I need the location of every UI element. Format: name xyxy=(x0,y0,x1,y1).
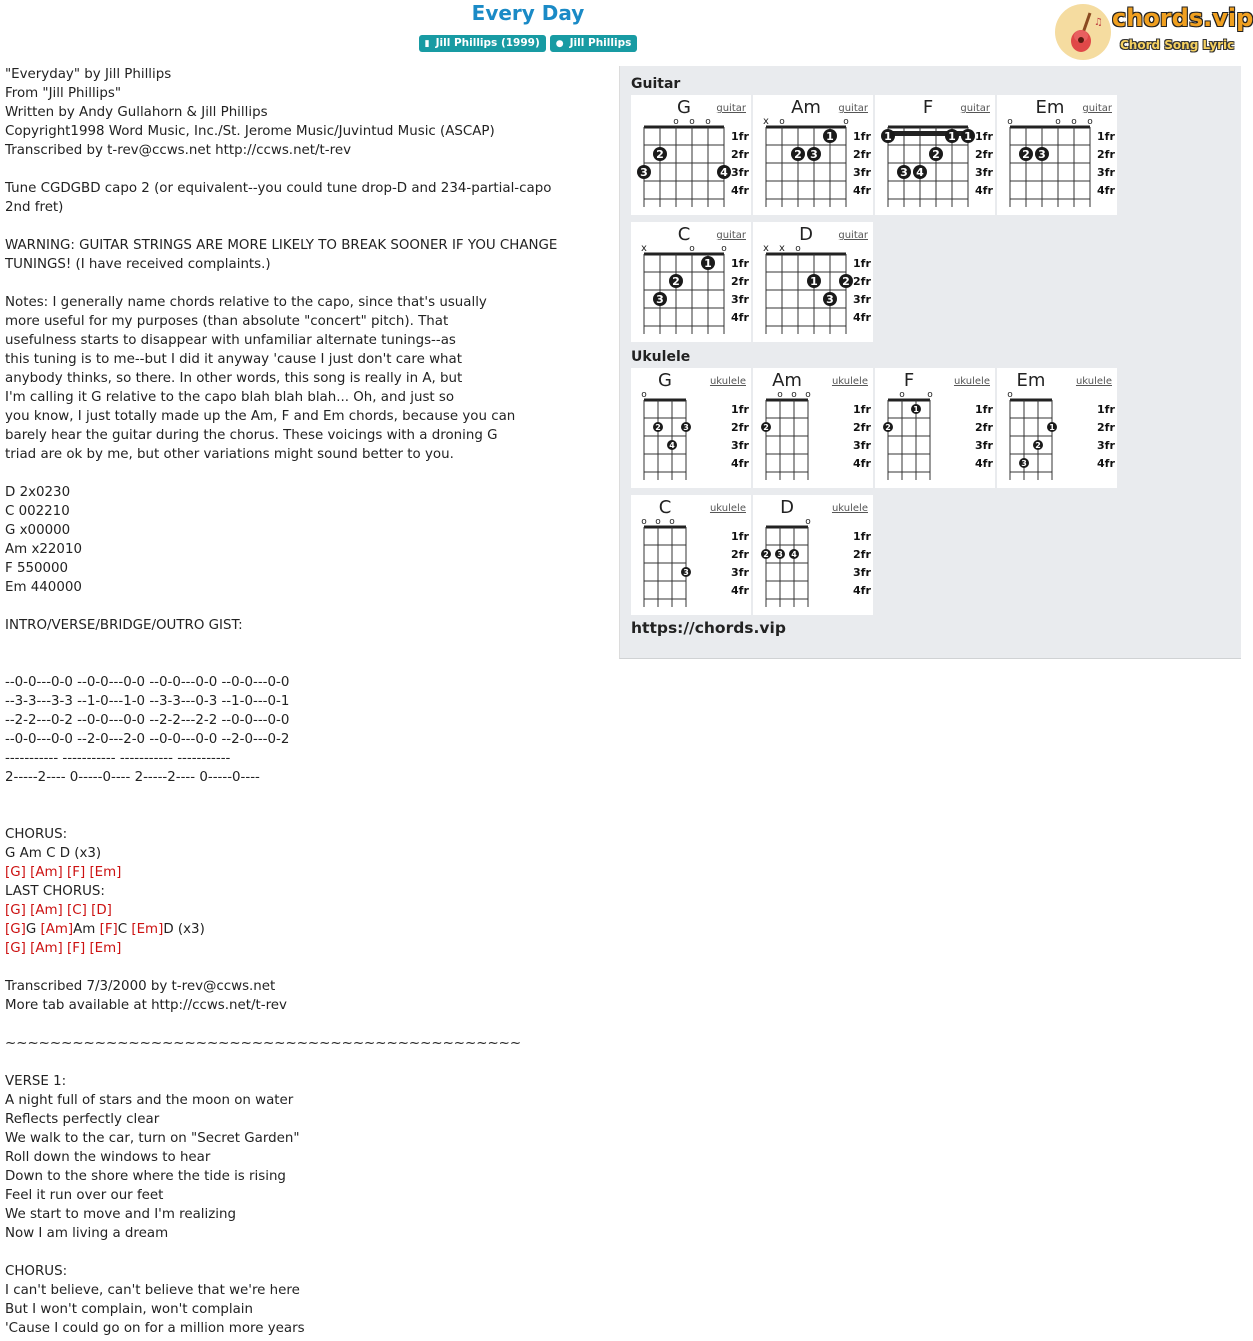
chord-link[interactable]: [Em] xyxy=(89,941,122,956)
fret-label: 2fr xyxy=(731,148,749,161)
lyric-line: Am x22010 xyxy=(5,542,82,557)
chord-diagram-guitar-c[interactable] xyxy=(631,222,751,342)
chord-link[interactable]: [F] xyxy=(67,865,86,880)
fret-label: 1fr xyxy=(853,403,871,416)
fret-label: 3fr xyxy=(975,439,993,452)
finger-number: 1 xyxy=(884,130,892,143)
user-icon: ● xyxy=(555,39,564,49)
lyric-line: barely hear the guitar during the chorus. These voicings with a droning G xyxy=(5,428,498,443)
lyric-line: More tab available at http://ccws.net/t-rev xyxy=(5,998,287,1013)
lyric-line: --0-0---0-0 --2-0---2-0 --0-0---0-0 --2-0---0-2 xyxy=(5,732,290,747)
chord-link[interactable]: [G] xyxy=(5,922,26,937)
logo-tagline: Chord Song Lyric xyxy=(1120,38,1235,52)
chord-link[interactable]: [Am] xyxy=(30,941,63,956)
chord-link[interactable]: [Am] xyxy=(30,903,63,918)
chord-link[interactable]: [G] xyxy=(5,903,26,918)
lyric-line xyxy=(5,865,121,880)
lyric-line: 2-----2---- 0-----0---- 2-----2---- 0-----0---- xyxy=(5,770,260,785)
finger-number: 2 xyxy=(842,275,850,288)
instrument-link[interactable]: guitar xyxy=(838,103,868,114)
lyric-line: this tuning is to me--but I did it anyway 'cause I just don't care what xyxy=(5,352,462,367)
fret-label: 3fr xyxy=(1097,439,1115,452)
open-string-mark: o xyxy=(791,390,797,400)
fret-label: 4fr xyxy=(853,184,871,197)
muted-string-mark: x xyxy=(763,116,769,127)
chord-diagram-svg xyxy=(753,222,873,342)
open-string-mark: o xyxy=(689,117,695,127)
open-string-mark: o xyxy=(1007,117,1013,127)
chord-name: C xyxy=(658,497,672,518)
lyric-line: G Am C D (x3) xyxy=(5,846,102,861)
fret-label: 1fr xyxy=(853,257,871,270)
lyric-text: C xyxy=(117,922,132,937)
fret-label: 4fr xyxy=(853,457,871,470)
open-string-mark: o xyxy=(805,517,811,527)
site-url[interactable]: https://chords.vip xyxy=(631,619,786,637)
instrument-link[interactable]: ukulele xyxy=(709,503,746,514)
chord-name: D xyxy=(780,497,794,518)
fret-label: 3fr xyxy=(853,566,871,579)
lyrics-body xyxy=(5,65,605,1338)
finger-number: 2 xyxy=(763,423,769,432)
fret-label: 4fr xyxy=(731,311,749,324)
lyric-line: Down to the shore where the tide is rising xyxy=(5,1169,286,1184)
fret-label: 1fr xyxy=(975,403,993,416)
chord-link[interactable]: [Em] xyxy=(89,865,122,880)
open-string-mark: o xyxy=(795,244,801,254)
fret-label: 4fr xyxy=(731,457,749,470)
fret-label: 1fr xyxy=(731,530,749,543)
chord-name: F xyxy=(922,97,934,118)
fret-label: 3fr xyxy=(853,166,871,179)
lyric-line: --3-3---3-3 --1-0---1-0 --3-3---0-3 --1-0---0-1 xyxy=(5,694,290,709)
fret-label: 3fr xyxy=(731,293,749,306)
finger-number: 3 xyxy=(826,293,834,306)
fret-label: 1fr xyxy=(731,257,749,270)
lyric-line: 'Cause I could go on for a million more years xyxy=(5,1321,305,1336)
chord-diagram-ukulele-d[interactable] xyxy=(753,495,873,615)
lyric-line: 2nd fret) xyxy=(5,200,64,215)
lyric-line: more useful for my purposes (than absolute "concert" pitch). That xyxy=(5,314,449,329)
lyric-text: D (x3) xyxy=(163,922,205,937)
open-string-mark: o xyxy=(843,117,849,127)
lyric-line: usefulness starts to disappear with unfamiliar alternate tunings--as xyxy=(5,333,456,348)
lyric-line: TUNINGS! (I have received complaints.) xyxy=(5,257,271,272)
instrument-link[interactable]: guitar xyxy=(716,230,746,241)
fret-label: 3fr xyxy=(1097,166,1115,179)
open-string-mark: o xyxy=(777,390,783,400)
instrument-link[interactable]: guitar xyxy=(716,103,746,114)
instrument-link[interactable]: ukulele xyxy=(831,503,868,514)
fret-label: 3fr xyxy=(731,566,749,579)
chord-diagram-ukulele-c[interactable] xyxy=(631,495,751,615)
lyric-line: Now I am living a dream xyxy=(5,1226,169,1241)
open-string-mark: o xyxy=(721,244,727,254)
fret-label: 1fr xyxy=(1097,403,1115,416)
fret-label: 2fr xyxy=(853,148,871,161)
fret-label: 2fr xyxy=(1097,421,1115,434)
chord-name: Em xyxy=(1016,370,1046,391)
lyric-line: C 002210 xyxy=(5,504,70,519)
chord-diagram-guitar-d[interactable] xyxy=(753,222,873,342)
chord-name: G xyxy=(658,370,672,391)
chord-link[interactable]: [Em] xyxy=(131,922,164,937)
chord-diagram-ukulele-g[interactable] xyxy=(631,368,751,488)
finger-number: 4 xyxy=(791,550,797,559)
chord-name: Am xyxy=(772,370,802,391)
open-string-mark: o xyxy=(1071,117,1077,127)
finger-number: 1 xyxy=(826,130,834,143)
chord-diagram-ukulele-em[interactable] xyxy=(997,368,1117,488)
finger-number: 3 xyxy=(683,568,689,577)
lyric-line: CHORUS: xyxy=(5,827,68,842)
artist-tag-label: Jill Phillips xyxy=(569,37,632,49)
instrument-link[interactable]: guitar xyxy=(838,230,868,241)
lyric-line: We start to move and I'm realizing xyxy=(5,1207,236,1222)
chord-diagram-svg xyxy=(753,368,873,488)
finger-number: 2 xyxy=(1035,441,1041,450)
chord-diagram-svg xyxy=(631,368,751,488)
lyric-line: Transcribed 7/3/2000 by t-rev@ccws.net xyxy=(5,979,276,994)
finger-number: 2 xyxy=(1022,148,1030,161)
finger-number: 2 xyxy=(885,423,891,432)
finger-number: 2 xyxy=(655,423,661,432)
chord-name: G xyxy=(677,97,691,118)
open-string-mark: o xyxy=(655,517,661,527)
finger-number: 2 xyxy=(932,148,940,161)
finger-number: 1 xyxy=(1049,423,1055,432)
lyric-line: Feel it run over our feet xyxy=(5,1188,164,1203)
lyric-text: Am xyxy=(73,922,100,937)
fret-label: 2fr xyxy=(975,148,993,161)
chord-diagram-guitar-em[interactable] xyxy=(997,95,1117,215)
lyric-line: CHORUS: xyxy=(5,1264,68,1279)
open-string-mark: o xyxy=(1087,117,1093,127)
fret-label: 4fr xyxy=(853,584,871,597)
finger-number: 2 xyxy=(763,550,769,559)
lyric-line: Reflects perfectly clear xyxy=(5,1112,160,1127)
lyric-line: But I won't complain, won't complain xyxy=(5,1302,254,1317)
fret-label: 1fr xyxy=(731,403,749,416)
fret-label: 2fr xyxy=(853,421,871,434)
instrument-link[interactable]: ukulele xyxy=(953,376,990,387)
lyric-line: I'm calling it G relative to the capo blah blah blah... Oh, and just so xyxy=(5,390,455,405)
lyric-line: Written by Andy Gullahorn & Jill Phillips xyxy=(5,105,268,120)
lyric-line: We walk to the car, turn on "Secret Garden" xyxy=(5,1131,300,1146)
fret-label: 4fr xyxy=(1097,184,1115,197)
fret-label: 3fr xyxy=(975,166,993,179)
finger-number: 3 xyxy=(1038,148,1046,161)
finger-number: 3 xyxy=(640,166,648,179)
fret-label: 4fr xyxy=(975,457,993,470)
ukulele-icon xyxy=(1068,11,1102,55)
chord-diagram-guitar-f[interactable] xyxy=(875,95,995,215)
tag-bar xyxy=(0,35,1056,52)
finger-number: 1 xyxy=(913,405,919,414)
chord-name: F xyxy=(903,370,915,391)
finger-number: 3 xyxy=(683,423,689,432)
fret-label: 4fr xyxy=(731,184,749,197)
fret-label: 2fr xyxy=(1097,148,1115,161)
lyric-line xyxy=(5,903,112,918)
fret-label: 2fr xyxy=(853,548,871,561)
finger-number: 1 xyxy=(964,130,972,143)
chord-diagram-svg xyxy=(997,95,1117,215)
lyric-line: Roll down the windows to hear xyxy=(5,1150,211,1165)
chord-link[interactable]: [G] xyxy=(5,941,26,956)
album-tag-label: Jill Phillips (1999) xyxy=(435,37,540,49)
ukulele-section-label: Ukulele xyxy=(631,349,691,365)
finger-number: 2 xyxy=(794,148,802,161)
finger-number: 3 xyxy=(656,293,664,306)
fret-label: 1fr xyxy=(731,130,749,143)
chord-link[interactable]: [F] xyxy=(99,922,118,937)
fret-label: 3fr xyxy=(853,293,871,306)
finger-number: 2 xyxy=(672,275,680,288)
chord-diagram-svg xyxy=(997,368,1117,488)
lyric-line: --0-0---0-0 --0-0---0-0 --0-0---0-0 --0-0---0-0 xyxy=(5,675,290,690)
chord-diagram-svg xyxy=(631,495,751,615)
open-string-mark: o xyxy=(689,244,695,254)
finger-number: 2 xyxy=(656,148,664,161)
lyric-line: From "Jill Phillips" xyxy=(5,86,122,101)
lyric-line: Notes: I generally name chords relative to the capo, since that's usually xyxy=(5,295,487,310)
logo-brand: chords.vip xyxy=(1112,4,1253,32)
instrument-link[interactable]: ukulele xyxy=(831,376,868,387)
song-title: Every Day xyxy=(471,1,585,25)
open-string-mark: o xyxy=(641,517,647,527)
fret-label: 4fr xyxy=(731,584,749,597)
lyric-line: Copyright1998 Word Music, Inc./St. Jerome Music/Juvintud Music (ASCAP) xyxy=(5,124,495,139)
lyric-line: INTRO/VERSE/BRIDGE/OUTRO GIST: xyxy=(5,618,243,633)
instrument-link[interactable]: ukulele xyxy=(1075,376,1112,387)
lyric-line: WARNING: GUITAR STRINGS ARE MORE LIKELY TO BREAK SOONER IF YOU CHANGE xyxy=(5,238,558,253)
lyric-line: Em 440000 xyxy=(5,580,82,595)
fret-label: 1fr xyxy=(853,530,871,543)
chord-link[interactable]: [Am] xyxy=(30,865,63,880)
open-string-mark: o xyxy=(805,390,811,400)
open-string-mark: o xyxy=(669,517,675,527)
fret-label: 3fr xyxy=(731,439,749,452)
lyric-line xyxy=(5,922,205,937)
lyric-line: LAST CHORUS: xyxy=(5,884,105,899)
finger-number: 4 xyxy=(720,166,728,179)
finger-number: 4 xyxy=(669,441,675,450)
chord-diagram-guitar-am[interactable] xyxy=(753,95,873,215)
lyric-line xyxy=(5,941,121,956)
lyric-line: anybody thinks, so there. In other words, this song is really in A, but xyxy=(5,371,463,386)
lyric-text: G xyxy=(25,922,41,937)
guitar-section-label: Guitar xyxy=(631,76,681,92)
open-string-mark: o xyxy=(673,117,679,127)
open-string-mark: o xyxy=(641,390,647,400)
lyric-line: triad are ok by me, but other variations might sound better to you. xyxy=(5,447,454,462)
muted-string-mark: x xyxy=(779,243,785,254)
chord-diagram-svg xyxy=(631,222,751,342)
finger-number: 3 xyxy=(900,166,908,179)
chord-name: Em xyxy=(1035,97,1065,118)
chord-diagram-ukulele-am[interactable] xyxy=(753,368,873,488)
chord-diagram-svg xyxy=(753,95,873,215)
lyric-line: A night full of stars and the moon on water xyxy=(5,1093,294,1108)
chord-name: C xyxy=(677,224,691,245)
chord-name: Am xyxy=(791,97,821,118)
lyric-line: VERSE 1: xyxy=(5,1074,67,1089)
chord-diagram-svg xyxy=(753,495,873,615)
fret-label: 4fr xyxy=(975,184,993,197)
lyric-line: ~~~~~~~~~~~~~~~~~~~~~~~~~~~~~~~~~~~~~~~~~~~~~~ xyxy=(5,1036,522,1051)
site-logo[interactable] xyxy=(1054,3,1253,61)
chord-link[interactable]: [F] xyxy=(67,941,86,956)
lyric-line: I can't believe, can't believe that we're here xyxy=(5,1283,300,1298)
chord-link[interactable]: [G] xyxy=(5,865,26,880)
lyric-line: you know, I just totally made up the Am, F and Em chords, because you can xyxy=(5,409,516,424)
instrument-link[interactable]: guitar xyxy=(960,103,990,114)
open-string-mark: o xyxy=(1007,390,1013,400)
lyric-line: F 550000 xyxy=(5,561,69,576)
chord-diagrams-panel xyxy=(619,66,1241,659)
fret-label: 2fr xyxy=(853,275,871,288)
chord-diagram-svg xyxy=(631,95,751,215)
chord-diagram-ukulele-f[interactable] xyxy=(875,368,995,488)
finger-number: 4 xyxy=(916,166,924,179)
finger-number: 1 xyxy=(810,275,818,288)
fret-label: 3fr xyxy=(853,439,871,452)
finger-number: 1 xyxy=(948,130,956,143)
lyric-line: Transcribed by t-rev@ccws.net http://ccws.net/t-rev xyxy=(5,143,352,158)
finger-number: 3 xyxy=(777,550,783,559)
muted-string-mark: x xyxy=(641,243,647,254)
open-string-mark: o xyxy=(1055,117,1061,127)
fret-label: 4fr xyxy=(1097,457,1115,470)
lyric-line: --2-2---0-2 --0-0---0-0 --2-2---2-2 --0-0---0-0 xyxy=(5,713,290,728)
finger-number: 1 xyxy=(704,257,712,270)
chord-link[interactable]: [D] xyxy=(91,903,112,918)
fret-label: 2fr xyxy=(731,275,749,288)
book-icon: ▮ xyxy=(424,39,430,49)
lyric-line: D 2x0230 xyxy=(5,485,71,500)
fret-label: 1fr xyxy=(1097,130,1115,143)
svg-text:♫: ♫ xyxy=(1094,17,1103,28)
fret-label: 3fr xyxy=(731,166,749,179)
muted-string-mark: x xyxy=(763,243,769,254)
fret-label: 2fr xyxy=(731,548,749,561)
fret-label: 4fr xyxy=(853,311,871,324)
open-string-mark: o xyxy=(705,117,711,127)
fret-label: 2fr xyxy=(731,421,749,434)
instrument-link[interactable]: ukulele xyxy=(709,376,746,387)
chord-diagram-svg xyxy=(875,368,995,488)
fret-label: 1fr xyxy=(853,130,871,143)
instrument-link[interactable]: guitar xyxy=(1082,103,1112,114)
chord-link[interactable]: [C] xyxy=(67,903,87,918)
fret-label: 1fr xyxy=(975,130,993,143)
lyric-line: Tune CGDGBD capo 2 (or equivalent--you could tune drop-D and 234-partial-capo xyxy=(5,181,552,196)
chord-name: D xyxy=(799,224,813,245)
chord-link[interactable]: [Am] xyxy=(40,922,74,937)
finger-number: 3 xyxy=(810,148,818,161)
chord-diagram-svg xyxy=(875,95,995,215)
fret-label: 2fr xyxy=(975,421,993,434)
lyric-line: G x00000 xyxy=(5,523,71,538)
lyric-line: "Everyday" by Jill Phillips xyxy=(5,67,172,82)
open-string-mark: o xyxy=(927,390,933,400)
album-tag[interactable] xyxy=(419,35,546,52)
artist-tag[interactable] xyxy=(550,35,638,52)
open-string-mark: o xyxy=(899,390,905,400)
chord-diagram-guitar-g[interactable] xyxy=(631,95,751,215)
open-string-mark: o xyxy=(779,117,785,127)
lyric-line: ----------- ----------- ----------- ----------- xyxy=(5,751,231,766)
finger-number: 3 xyxy=(1021,459,1027,468)
